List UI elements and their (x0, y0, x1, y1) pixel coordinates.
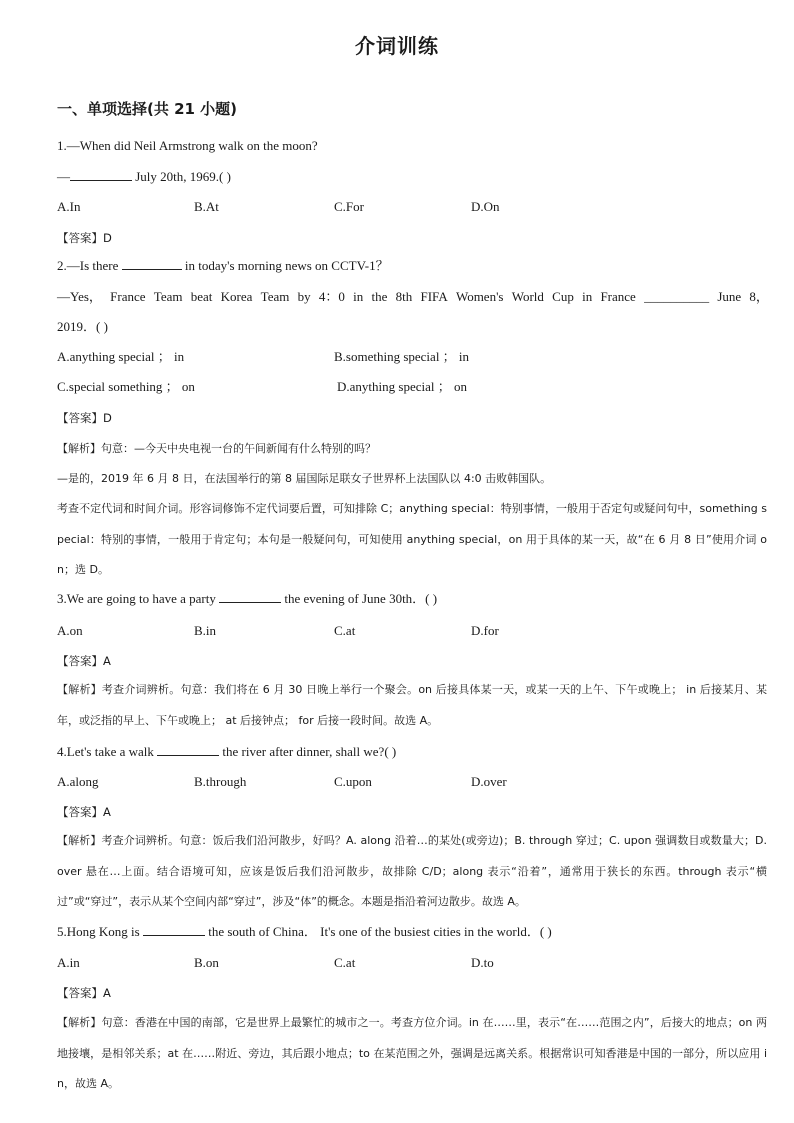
q2-option-c: C.special something ； on (57, 379, 195, 394)
q5-option-d: D.to (471, 955, 494, 970)
q1-blank (70, 168, 132, 181)
q1-option-d: D.On (471, 199, 500, 214)
q1-option-b: B.At (194, 199, 219, 214)
q5-stem: 5.Hong Kong is the south of China． It's one of the busiest cities in the world．( ) (57, 924, 552, 939)
q4-option-c: C.upon (334, 774, 372, 789)
q2-explanation-line1: 【解析】句意：—今天中央电视一台的午间新闻有什么特别的吗？ (57, 442, 376, 455)
section-heading: 一、单项选择(共 21 小题) (57, 100, 238, 118)
q4-option-b: B.through (194, 774, 247, 789)
q5-answer: 【答案】A (57, 986, 111, 1000)
q1-option-c: C.For (334, 199, 364, 214)
q4-option-a: A.along (57, 774, 99, 789)
q3-answer: 【答案】A (57, 654, 111, 668)
q2-stem-line2: —Yes， France Team beat Korea Team by 4：0 in the 8th FIFA Women's World Cup in France __________ June 8， (57, 289, 769, 304)
q4-option-d: D.over (471, 774, 507, 789)
q2-explanation: 考查不定代词和时间介词。形容词修饰不定代词要后置，可知排除 C；anything special：特别事情，一般用于否定句或疑问句中，something special：特别的事情，一般用于肯定句；本句是一般疑问句，可知使用 anything special，on 用于具体的某一天，故“在 6 月 8 日”使用介词 on；选 D。 (57, 502, 767, 576)
q4-blank (157, 743, 219, 756)
q2-option-d: D.anything special ； on (337, 379, 467, 394)
q4-stem: 4.Let's take a walk the river after dinner, shall we?( ) (57, 744, 397, 759)
q3-option-c: C.at (334, 623, 356, 638)
q1-stem: 1.—When did Neil Armstrong walk on the moon? (57, 138, 318, 153)
q1-option-a: A.In (57, 199, 81, 214)
q3-explanation: 【解析】考查介词辨析。句意：我们将在 6 月 30 日晚上举行一个聚会。on 后接具体某一天，或某一天的上午、下午或晚上； in 后接某月、某年，或泛指的早上、下午或晚上； at 后接钟点； for 后接一段时间。故选 A。 (57, 683, 767, 727)
q3-option-a: A.on (57, 623, 83, 638)
q5-option-b: B.on (194, 955, 219, 970)
q2-blank (122, 257, 182, 270)
page-title: 介词训练 (355, 34, 439, 58)
q2-option-b: B.something special ； in (334, 349, 470, 364)
q3-option-b: B.in (194, 623, 217, 638)
q5-option-a: A.in (57, 955, 80, 970)
q2-explanation-line2: —是的，2019 年 6 月 8 日，在法国举行的第 8 届国际足联女子世界杯上法国队以 4:0 击败韩国队。 (57, 472, 552, 485)
q2-option-a: A.anything special ； in (57, 349, 185, 364)
q5-blank (143, 923, 205, 936)
q5-explanation: 【解析】句意：香港在中国的南部，它是世界上最繁忙的城市之一。考查方位介词。in 在……里，表示“在……范围之内”，后接大的地点；on 两地接壤，是相邻关系；at 在……附近、旁边，其后跟小地点；to 在某范围之外，强调是远离关系。根据常识可知香港是中国的一部分，所以应用 in，故选 A。 (57, 1016, 767, 1090)
q2-answer: 【答案】D (57, 411, 112, 425)
q1-answer: 【答案】D (57, 231, 112, 245)
q4-explanation: 【解析】考查介词辨析。句意：饭后我们沿河散步，好吗？A. along 沿着…的某处(或旁边)；B. through 穿过；C. upon 强调数目或数量大；D. over 悬在…上面。结合语境可知，应该是饭后我们沿河散步，故排除 C/D；along 表示“沿着”，通常用于狭长的东西。through 表示“横过”或“穿过”，表示从某个空间内部“穿过”，涉及“体”的概念。本题是指沿着河边散步。故选 A。 (57, 834, 767, 908)
q2-stem: 2.—Is there in today's morning news on CCTV-1？ (57, 258, 389, 273)
q3-blank (219, 590, 281, 603)
q3-stem: 3.We are going to have a party the evening of June 30th．( ) (57, 591, 438, 606)
q3-option-d: D.for (471, 623, 499, 638)
q4-answer: 【答案】A (57, 805, 111, 819)
q1-stem-line2: — July 20th, 1969.( ) (57, 169, 231, 184)
q5-option-c: C.at (334, 955, 356, 970)
q2-stem-line3: 2019．( ) (57, 319, 108, 334)
